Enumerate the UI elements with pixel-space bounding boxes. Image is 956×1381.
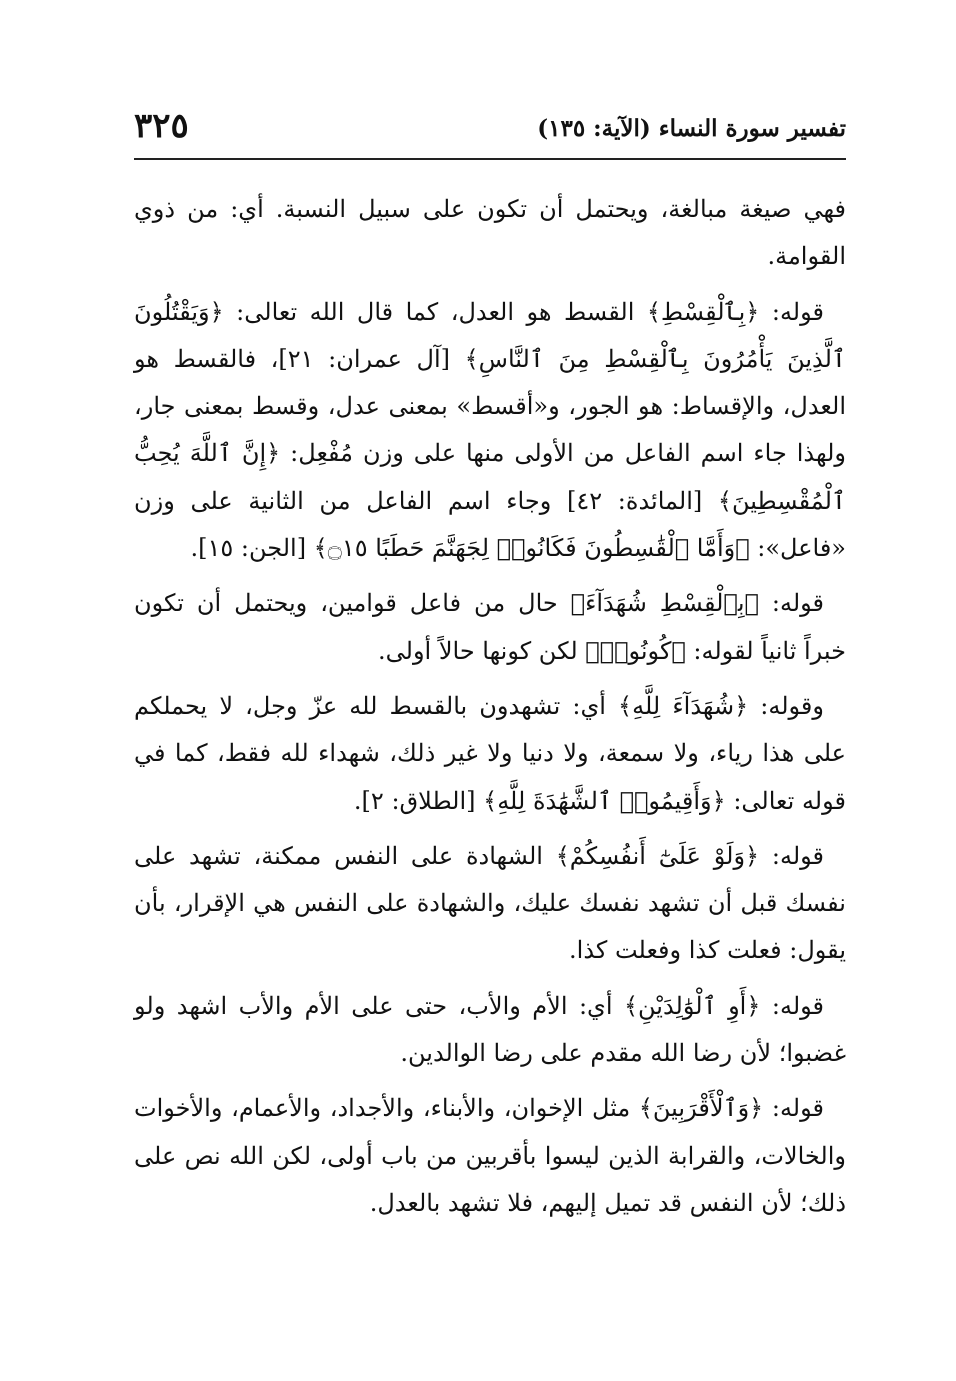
header-rule <box>134 158 846 160</box>
page-number: ٣٢٥ <box>134 106 189 146</box>
body-text <box>134 186 846 1235</box>
paragraph-4: وقوله: ﴿شُهَدَآءَ لِلَّهِ﴾ أي: تشهدون بالقسط لله عزّ وجل، لا يحملكم على هذا رياء، ولا سمعة، ولا دنيا ولا غير ذلك، شهداء لله فقط، كما في قوله تعالى: ﴿وَأَقِيمُوا۟ ٱلشَّهَٰدَةَ لِلَّهِ﴾ [الطلاق: ٢]. <box>134 691 846 815</box>
paragraph-2: قوله: ﴿بِٱلْقِسْطِ﴾ القسط هو العدل، كما قال الله تعالى: ﴿وَيَقْتُلُونَ ٱلَّذِينَ يَأْمُرُونَ بِٱلْقِسْطِ مِنَ ٱلنَّاسِ﴾ [آل عمران: ٢١]، فالقسط هو العدل، والإقساط: هو الجور، و«أقسط» بمعنى عدل، وقسط بمعنى جار، ولهذا جاء اسم الفاعل من الأولى منها على وزن مُفْعِل: ﴿إِنَّ ٱللَّهَ يُحِبُّ ٱلْمُقْسِطِينَ﴾ [المائدة: ٤٢] وجاء اسم الفاعل من الثانية على وزن «فاعل»: ﴿وَأَمَّا ٱلْقَٰسِطُونَ فَكَانُوا۟ لِجَهَنَّمَ حَطَبًا ۝١٥﴾ [الجن: ١٥]. <box>134 297 846 563</box>
page-header <box>134 106 846 152</box>
paragraph-7: قوله: ﴿وَٱلْأَقْرَبِينَ﴾ مثل الإخوان، والأبناء، والأجداد، والأعمام، والأخوات والخالات، والقرابة الذين ليسوا بأقربين من باب أولى، لكن الله نص على ذلك؛ لأن النفس قد تميل إليهم، فلا تشهد بالعدل. <box>134 1094 846 1217</box>
paragraph-3: قوله: ﴿بِٱلْقِسْطِ شُهَدَآءَ﴾ حال من فاعل قوامين، ويحتمل أن تكون خبراً ثانياً لقوله: ﴿كُونُوا۟﴾ لكن كونها حالاً أولى. <box>134 589 846 665</box>
paragraph-6: قوله: ﴿أَوِ ٱلْوَٰلِدَيْنِ﴾ أي: الأم والأب، حتى على الأم والأب اشهد ولو غضبوا؛ لأن رضا الله مقدم على رضا الوالدين. <box>134 991 846 1068</box>
paragraph-5: قوله: ﴿وَلَوْ عَلَىٰٓ أَنفُسِكُمْ﴾ الشهادة على النفس ممكنة، تشهد على نفسك قبل أن تشهد نفسك عليك، والشهادة على النفس هي الإقرار، بأن يقول: فعلت كذا وفعلت كذا. <box>134 841 846 965</box>
running-title: تفسير سورة النساء (الآية: ١٣٥) <box>537 115 846 142</box>
paragraph-1: فهي صيغة مبالغة، ويحتمل أن تكون على سبيل النسبة. أي: من ذوي القوامة. <box>134 195 846 271</box>
